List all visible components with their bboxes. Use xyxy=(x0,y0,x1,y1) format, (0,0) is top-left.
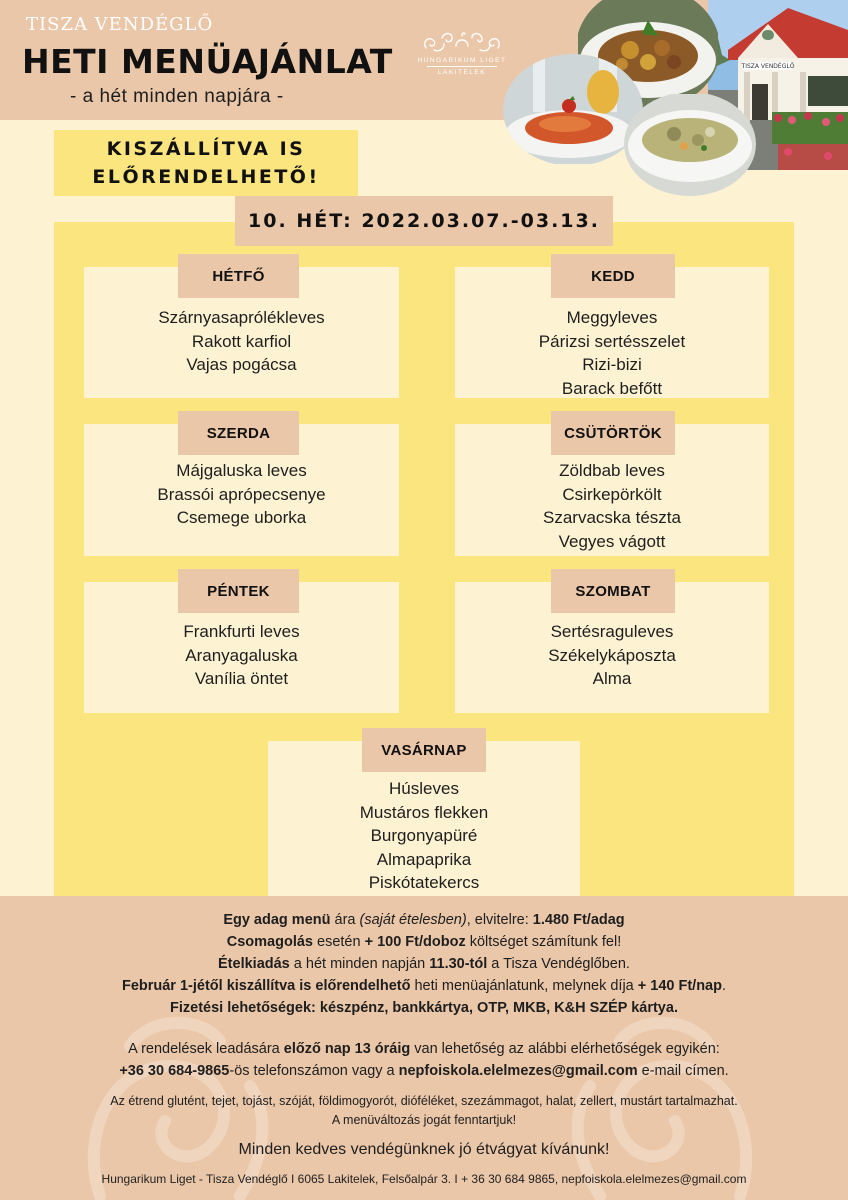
greeting-block xyxy=(0,1139,848,1161)
price-line xyxy=(0,909,848,931)
delivery-line-a: Február 1-jétől kiszállítva is előrendelhető xyxy=(121,978,411,994)
ordering-line1-b: előző nap 13 óráig xyxy=(283,1041,411,1057)
page-subtitle: - a hét minden napjára - xyxy=(70,86,284,107)
pricing-info xyxy=(0,909,848,1019)
serving-line-a: Ételkiadás xyxy=(218,956,290,972)
contact-line xyxy=(0,1060,848,1082)
delivery-line-c: + 140 Ft/nap xyxy=(637,978,722,994)
dish-item: Mustáros flekken xyxy=(359,802,489,822)
logo-text-line1: HUNGARIKUM LIGET xyxy=(417,57,507,64)
delivery-banner xyxy=(54,130,358,196)
day-label-monday: HÉTFŐ xyxy=(178,254,299,298)
email-address[interactable]: nepfoiskola.elelmezes@gmail.com xyxy=(398,1063,638,1079)
dish-item: Burgonyapüré xyxy=(370,826,478,845)
logo-divider xyxy=(427,66,497,67)
packaging-line xyxy=(0,931,848,953)
serving-line xyxy=(0,953,848,975)
allergen-info xyxy=(0,1092,848,1130)
ornament-icon xyxy=(420,28,504,56)
dish-item: Párizsi sertésszelet xyxy=(538,331,686,351)
dish-item: Frankfurti leves xyxy=(183,622,300,641)
delivery-line-d: . xyxy=(721,978,727,994)
ordering-info xyxy=(0,1038,848,1082)
delivery-banner-line2: ELŐRENDELHETŐ! xyxy=(92,166,320,188)
price-line-b: ára xyxy=(330,912,360,928)
dish-item: Aranyagaluska xyxy=(185,645,298,665)
packaging-line-b: esetén xyxy=(312,934,365,950)
svg-text:TISZA VENDÉGLŐ: TISZA VENDÉGLŐ xyxy=(741,63,795,70)
delivery-banner-line1: KISZÁLLÍTVA IS xyxy=(106,138,306,160)
dish-list xyxy=(84,306,399,377)
dish-list xyxy=(455,620,769,691)
restaurant-name: TISZA VENDÉGLŐ xyxy=(26,14,214,35)
dish-list xyxy=(84,620,399,691)
dish-item: Rizi-bizi xyxy=(582,355,642,374)
hungarikum-liget-logo xyxy=(410,28,514,90)
day-label-tuesday: KEDD xyxy=(551,254,675,298)
contact-line-d: e-mail címen. xyxy=(637,1063,729,1079)
dish-item: Almapaprika xyxy=(376,849,472,869)
dish-item: Sertésraguleves xyxy=(550,622,674,641)
day-label-saturday: SZOMBAT xyxy=(551,569,675,613)
dish-item: Vajas pogácsa xyxy=(186,355,297,374)
phone-number[interactable]: +36 30 684-9865 xyxy=(119,1063,230,1079)
day-label-wednesday: SZERDA xyxy=(178,411,299,455)
page-title: HETI MENÜAJÁNLAT xyxy=(22,42,393,81)
packaging-line-c: + 100 Ft/doboz xyxy=(364,934,466,950)
dish-list xyxy=(455,459,769,553)
ordering-deadline-line xyxy=(0,1038,848,1060)
dish-list xyxy=(268,777,580,895)
soup-dish-photo xyxy=(624,94,756,196)
delivery-line xyxy=(0,975,848,997)
dish-item: Csirkepörkölt xyxy=(562,484,662,504)
dish-item: Zöldbab leves xyxy=(559,461,665,480)
dish-item: Brassói aprópecsenye xyxy=(157,484,326,504)
footer-text: Hungarikum Liget - Tisza Vendéglő I 6065 Lakitelek, Felsőalpár 3. I + 36 30 684 9865, nepfoiskola.elelmezes@gmail.com xyxy=(101,1172,747,1186)
dish-item: Vegyes vágott xyxy=(558,531,666,551)
payment-line-a: Fizetési lehetőségek: készpénz, bankkártya, OTP, MKB, K&H SZÉP kártya. xyxy=(170,1000,678,1016)
dish-list xyxy=(84,459,399,530)
dish-item: Húsleves xyxy=(389,779,459,798)
price-line-e: 1.480 Ft/adag xyxy=(532,912,625,928)
dish-item: Szárnyasaprólékleves xyxy=(158,308,325,327)
price-line-d: , elvitelre: xyxy=(466,912,533,928)
dish-item: Meggyleves xyxy=(566,308,658,327)
menu-change-notice: A menüváltozás jogát fenntartjuk! xyxy=(331,1113,517,1127)
dish-item: Alma xyxy=(592,669,632,688)
dish-list xyxy=(455,306,769,400)
packaging-line-d: költséget számítunk fel! xyxy=(465,934,622,950)
serving-line-c: 11.30-tól xyxy=(429,956,488,972)
delivery-line-b: heti menüajánlatunk, melynek díja xyxy=(410,978,638,994)
footer xyxy=(0,1170,848,1188)
payment-line xyxy=(0,997,848,1019)
packaging-line-a: Csomagolás xyxy=(226,934,313,950)
pasta-dish-photo xyxy=(503,52,643,164)
day-label-thursday: CSÜTÖRTÖK xyxy=(551,411,675,455)
dish-item: Vanília öntet xyxy=(194,669,289,688)
info-section xyxy=(0,896,848,1200)
ordering-line1-c: van lehetőség az alábbi elérhetőségek egyikén: xyxy=(410,1041,720,1057)
logo-text-line2: LAKITELEK xyxy=(437,69,487,76)
ordering-line1-a: A rendelések leadására xyxy=(128,1041,284,1057)
dish-item: Barack befőtt xyxy=(561,378,663,398)
contact-line-b: -ös telefonszámon vagy a xyxy=(229,1063,399,1079)
week-label: 10. HÉT: 2022.03.07.-03.13. xyxy=(235,196,613,246)
price-line-c: (saját ételesben) xyxy=(359,912,467,928)
allergen-line: Az étrend glutént, tejet, tojást, szóját, földimogyorót, dióféléket, szezámmagot, halat, zellert, mustárt tartalmazhat. xyxy=(110,1094,738,1108)
dish-item: Székelykáposzta xyxy=(548,645,676,665)
greeting-text: Minden kedves vendégünknek jó étvágyat kívánunk! xyxy=(238,1141,610,1158)
serving-line-b: a hét minden napján xyxy=(289,956,430,972)
dish-item: Rakott karfiol xyxy=(191,331,292,351)
dish-item: Májgaluska leves xyxy=(176,461,307,480)
dish-item: Piskótatekercs xyxy=(368,873,480,892)
dish-item: Csemege uborka xyxy=(176,508,307,527)
day-label-friday: PÉNTEK xyxy=(178,569,299,613)
serving-line-d: a Tisza Vendéglőben. xyxy=(487,956,630,972)
dish-item: Szarvacska tészta xyxy=(543,508,681,527)
price-line-a: Egy adag menü xyxy=(223,912,331,928)
day-label-sunday: VASÁRNAP xyxy=(362,728,486,772)
